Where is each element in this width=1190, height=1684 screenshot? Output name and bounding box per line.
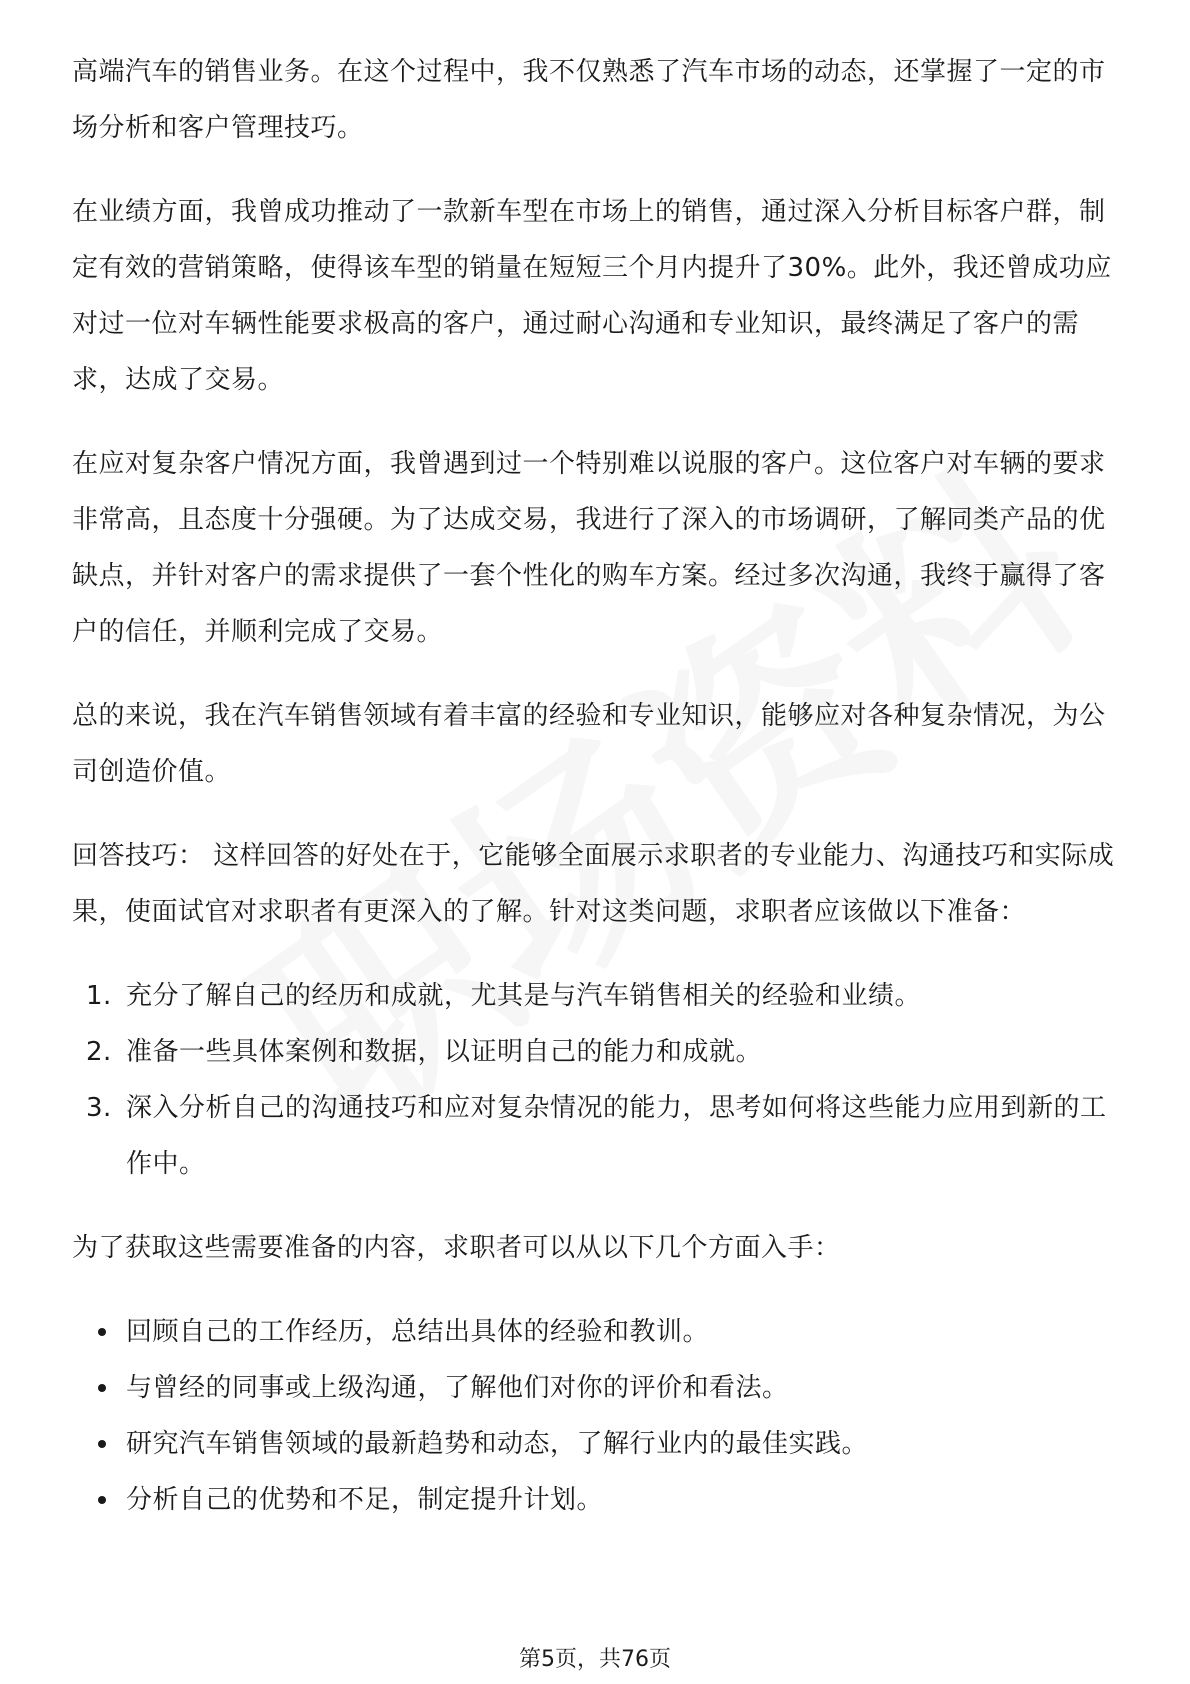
list-item — [72, 1304, 1122, 1360]
list-item — [72, 968, 1122, 1024]
list-item-text: 深入分析自己的沟通技巧和应对复杂情况的能力，思考如何将这些能力应用到新的工作中。 — [126, 1093, 1107, 1179]
bullet-icon — [98, 1440, 106, 1448]
paragraph-intro: 高端汽车的销售业务。在这个过程中，我不仅熟悉了汽车市场的动态，还掌握了一定的市场分析和客户管理技巧。 — [72, 57, 1106, 143]
list-number: 1. — [86, 981, 112, 1011]
paragraph-performance: 在业绩方面，我曾成功推动了一款新车型在市场上的销售，通过深入分析目标客户群，制定有效的营销策略，使得该车型的销量在短短三个月内提升了30%。此外，我还曾成功应对过一位对车辆性能要求极高的客户，通过耐心沟通和专业知识，最终满足了客户的需求，达成了交易。 — [72, 197, 1112, 395]
list-item — [72, 1416, 1122, 1472]
bullet-icon — [98, 1384, 106, 1392]
paragraph-sources-intro: 为了获取这些需要准备的内容，求职者可以从以下几个方面入手： — [72, 1233, 841, 1263]
preparation-list — [72, 968, 1122, 1192]
list-item — [72, 1024, 1122, 1080]
list-item — [72, 1360, 1122, 1416]
paragraph-complex-customer: 在应对复杂客户情况方面，我曾遇到过一个特别难以说服的客户。这位客户对车辆的要求非常高，且态度十分强硬。为了达成交易，我进行了深入的市场调研，了解同类产品的优缺点，并针对客户的需求提供了一套个性化的购车方案。经过多次沟通，我终于赢得了客户的信任，并顺利完成了交易。 — [72, 449, 1106, 647]
list-item — [72, 1080, 1122, 1192]
list-item-text: 回顾自己的工作经历，总结出具体的经验和教训。 — [126, 1317, 710, 1347]
list-item-text: 分析自己的优势和不足，制定提升计划。 — [126, 1485, 604, 1515]
list-number: 3. — [86, 1093, 112, 1123]
page-footer — [0, 1642, 1190, 1673]
list-item — [72, 1472, 1122, 1528]
list-item-text: 准备一些具体案例和数据，以证明自己的能力和成就。 — [126, 1037, 763, 1067]
bullet-icon — [98, 1496, 106, 1504]
sources-list — [72, 1304, 1122, 1528]
list-item-text: 研究汽车销售领域的最新趋势和动态，了解行业内的最佳实践。 — [126, 1429, 869, 1459]
document-body — [72, 44, 1122, 1556]
paragraph-summary: 总的来说，我在汽车销售领域有着丰富的经验和专业知识，能够应对各种复杂情况，为公司创造价值。 — [72, 701, 1106, 787]
paragraph-answer-tips: 回答技巧： 这样回答的好处在于，它能够全面展示求职者的专业能力、沟通技巧和实际成果，使面试官对求职者有更深入的了解。针对这类问题，求职者应该做以下准备： — [72, 841, 1115, 927]
list-item-text: 与曾经的同事或上级沟通，了解他们对你的评价和看法。 — [126, 1373, 789, 1403]
page-number: 第5页，共76页 — [519, 1647, 671, 1672]
bullet-icon — [98, 1328, 106, 1336]
list-number: 2. — [86, 1037, 112, 1067]
list-item-text: 充分了解自己的经历和成就，尤其是与汽车销售相关的经验和业绩。 — [126, 981, 922, 1011]
